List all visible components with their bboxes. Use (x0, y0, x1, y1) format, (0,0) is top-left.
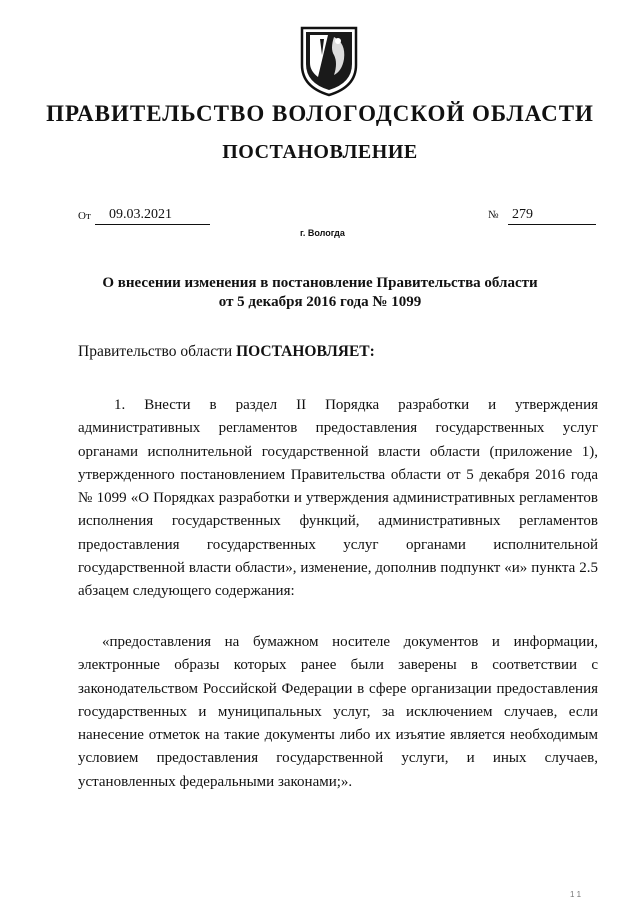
number-prefix: № (488, 209, 499, 221)
subject-line-1: О внесении изменения в постановление Правительства области (102, 275, 538, 291)
preamble (78, 343, 375, 361)
document-number: 279 (508, 207, 596, 225)
document-subject (80, 274, 560, 312)
preamble-emphasis: ПОСТАНОВЛЯЕТ: (236, 343, 375, 360)
document-type: ПОСТАНОВЛЕНИЕ (222, 141, 418, 163)
subject-line-2: от 5 декабря 2016 года № 1099 (218, 294, 422, 310)
government-title: ПРАВИТЕЛЬСТВО ВОЛОГОДСКОЙ ОБЛАСТИ (46, 101, 594, 126)
body-paragraph-2: «предоставления на бумажном носителе документов и информации, электронные образы которых ранее были заверены в соответствии с законодательством Российской Федерации в сфере организации предоставления государственных и муниципальных услуг, за исключением случаев, если нанесение отметок на такие документы либо их изъятие является необходимым условием предоставления государственной услуги, и иных случаев, установленных федеральными законами;». (78, 634, 598, 790)
preamble-text: Правительство области (78, 343, 237, 360)
footer-mark: 1 1 (570, 890, 582, 899)
vologda-coat-of-arms-icon (298, 25, 360, 97)
document-date: 09.03.2021 (95, 207, 210, 225)
city-label: г. Вологда (300, 228, 345, 238)
body-paragraph-1: 1. Внести в раздел II Порядка разработки и утверждения административных регламентов предоставления государственных услуг органами исполнительной государственной власти области (приложение 1), утвержденного постановлением Правительства области от 5 декабря 2016 года № 1099 «О Порядках разработки и утверждения административных регламентов исполнения государственных функций, административных регламентов предоставления государственных услуг органами исполнительной государственной власти области», изменение, дополнив подпункт «и» пункта 2.5 абзацем следующего содержания: (78, 397, 598, 600)
date-prefix: От (78, 210, 91, 222)
